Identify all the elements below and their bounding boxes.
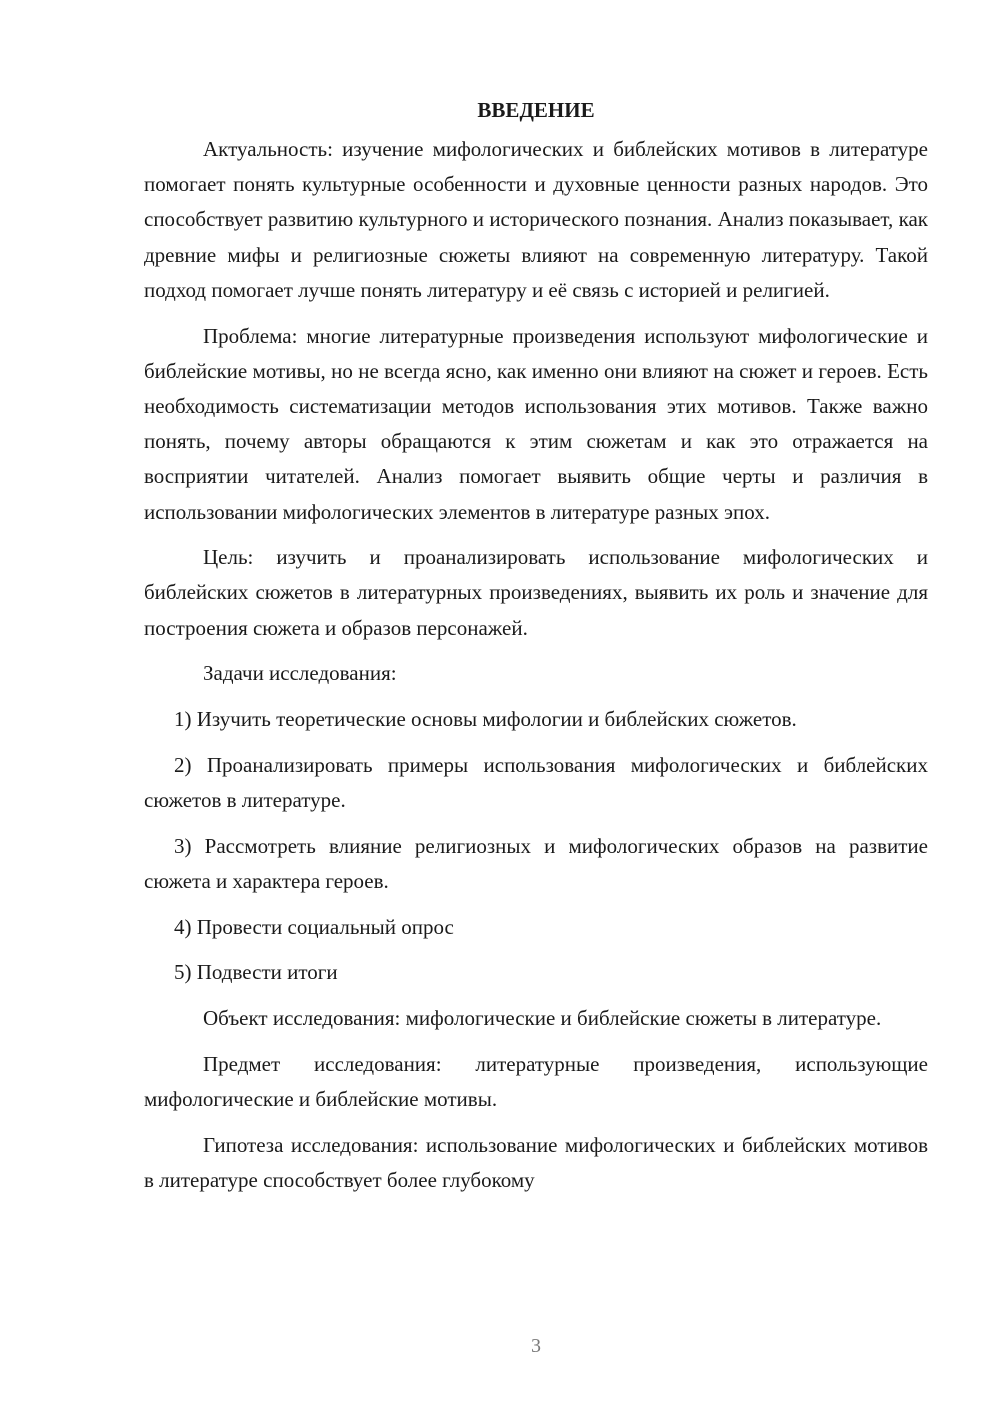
page-title: ВВЕДЕНИЕ bbox=[477, 98, 595, 122]
task-item-2: 2) Проанализировать примеры использования мифологических и библейских сюжетов в литературе. bbox=[144, 752, 928, 812]
hypothesis-paragraph: Гипотеза исследования: использование мифологических и библейских мотивов в литературе способствует более глубокому bbox=[144, 1132, 928, 1192]
page-content bbox=[144, 92, 928, 1208]
page-number: 3 bbox=[531, 1335, 541, 1357]
subject-paragraph: Предмет исследования: литературные произведения, использующие мифологические и библейские мотивы. bbox=[144, 1051, 928, 1111]
task-item-4: 4) Провести социальный опрос bbox=[174, 914, 454, 939]
relevance-paragraph: Актуальность: изучение мифологических и библейских мотивов в литературе помогает понять культурные особенности и духовные ценности разных народов. Это способствует развитию культурного и исторического познания. Анализ показывает, как древние мифы и религиозные сюжеты влияют на современную литературу. Такой подход помогает лучше понять литературу и её связь с историей и религией. bbox=[144, 137, 928, 302]
object-paragraph: Объект исследования: мифологические и библейские сюжеты в литературе. bbox=[203, 1005, 882, 1030]
task-item-5: 5) Подвести итоги bbox=[174, 960, 338, 985]
problem-paragraph: Проблема: многие литературные произведения используют мифологические и библейские мотивы, но не всегда ясно, как именно они влияют на сюжет и героев. Есть необходимость систематизации методов использования этих мотивов. Также важно понять, почему авторы обращаются к этим сюжетам и как это отражается на восприятии читателей. Анализ помогает выявить общие черты и различия в использовании мифологических элементов в литературе разных эпох. bbox=[144, 323, 928, 524]
task-item-1: 1) Изучить теоретические основы мифологии и библейских сюжетов. bbox=[174, 707, 797, 732]
tasks-title: Задачи исследования: bbox=[203, 661, 397, 686]
goal-paragraph: Цель: изучить и проанализировать использование мифологических и библейских сюжетов в литературных произведениях, выявить их роль и значение для построения сюжета и образов персонажей. bbox=[144, 545, 928, 640]
task-item-3: 3) Рассмотреть влияние религиозных и мифологических образов на развитие сюжета и характера героев. bbox=[144, 833, 928, 893]
